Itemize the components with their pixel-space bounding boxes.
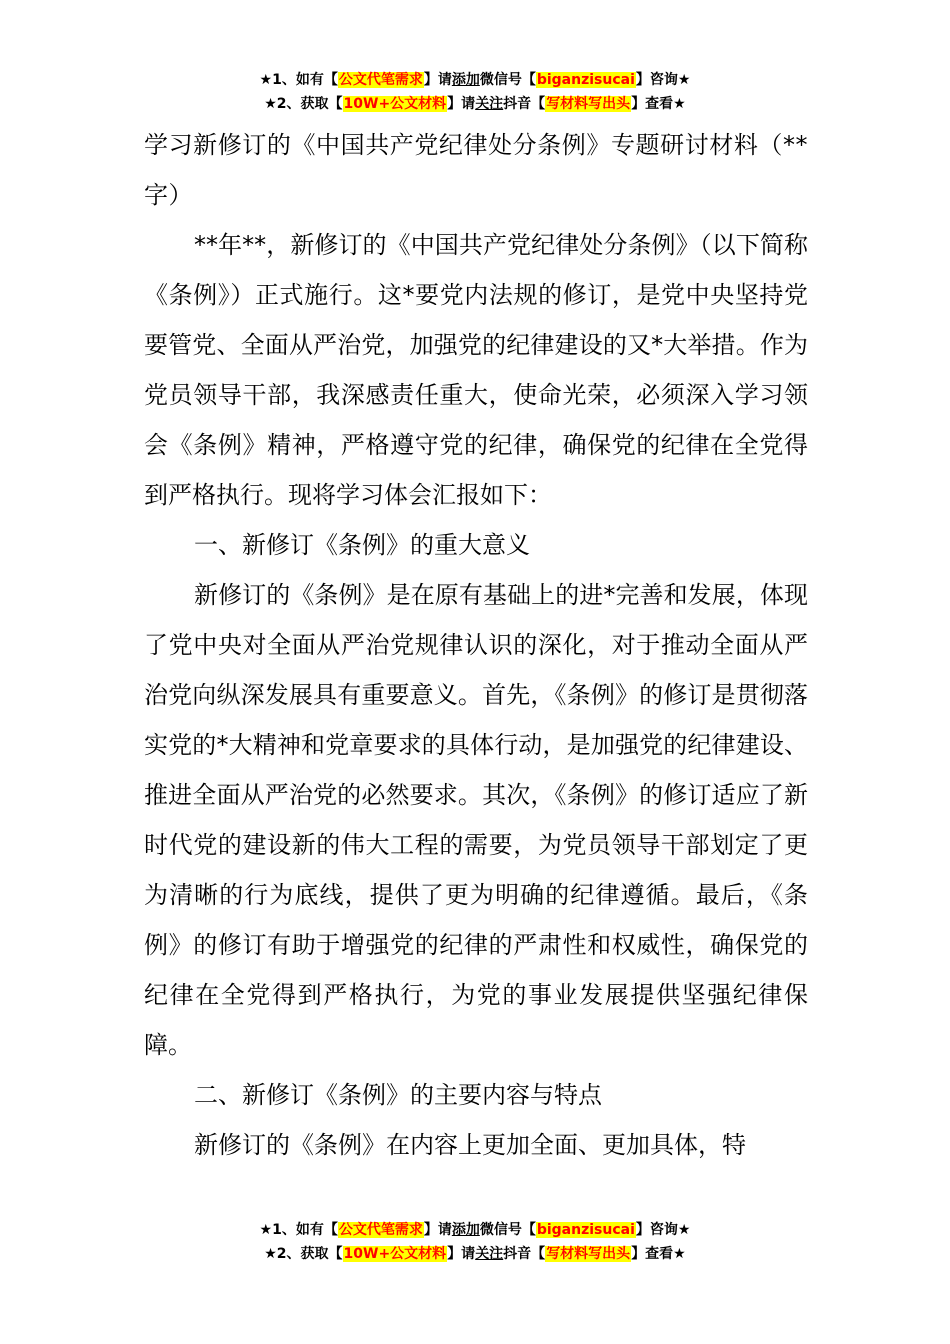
bottom-banner bbox=[0, 1218, 950, 1266]
banner-text: 】请 bbox=[423, 72, 452, 88]
banner-highlight: 公文代笔需求 bbox=[338, 1222, 423, 1238]
banner-text: 抖音【 bbox=[503, 1246, 546, 1262]
banner-highlight: biganzisucai bbox=[536, 72, 635, 88]
banner-text: 】请 bbox=[447, 1246, 476, 1262]
banner-highlight: 写材料写出头 bbox=[546, 96, 631, 112]
banner-highlight: 10W+公文材料 bbox=[343, 1246, 447, 1262]
banner-text: 】请 bbox=[447, 96, 476, 112]
section-1-heading: 一、新修订《条例》的重大意义 bbox=[194, 531, 530, 559]
banner-text: 微信号【 bbox=[479, 1222, 536, 1238]
section-2-heading: 二、新修订《条例》的主要内容与特点 bbox=[194, 1081, 602, 1109]
banner-text: 】咨询★ bbox=[635, 72, 691, 88]
banner-underlined: 关注 bbox=[475, 1246, 504, 1262]
banner-underlined: 添加 bbox=[451, 72, 480, 88]
banner-text: 微信号【 bbox=[479, 72, 536, 88]
banner-text: ★2、获取【 bbox=[264, 1246, 343, 1262]
banner-text: ★1、如有【 bbox=[259, 1222, 338, 1238]
banner-line-1 bbox=[0, 68, 950, 92]
banner-text: 】查看★ bbox=[631, 1246, 686, 1262]
banner-text: 】咨询★ bbox=[635, 1222, 691, 1238]
document-title: 学习新修订的《中国共产党纪律处分条例》专题研讨材料（**字） bbox=[144, 131, 808, 209]
banner-line-2 bbox=[0, 1242, 950, 1266]
intro-paragraph: **年**，新修订的《中国共产党纪律处分条例》（以下简称《条例》）正式施行。这*要党内法规的修订，是党中央坚持党要管党、全面从严治党，加强党的纪律建设的又*大举措。作为党员领导干部，我深感责任重大，使命光荣，必须深入学习领会《条例》精神，严格遵守党的纪律，确保党的纪律在全党得到严格执行。现将学习体会汇报如下： bbox=[144, 231, 808, 509]
banner-text: 】请 bbox=[423, 1222, 452, 1238]
section-1-paragraph: 新修订的《条例》是在原有基础上的进*完善和发展，体现了党中央对全面从严治党规律认识的深化，对于推动全面从严治党向纵深发展具有重要意义。首先，《条例》的修订是贯彻落实党的*大精神和党章要求的具体行动，是加强党的纪律建设、推进全面从严治党的必然要求。其次，《条例》的修订适应了新时代党的建设新的伟大工程的需要，为党员领导干部划定了更为清晰的行为底线，提供了更为明确的纪律遵循。最后，《条例》的修订有助于增强党的纪律的严肃性和权威性，确保党的纪律在全党得到严格执行，为党的事业发展提供坚强纪律保障。 bbox=[144, 581, 808, 1059]
banner-underlined: 关注 bbox=[475, 96, 504, 112]
banner-line-1 bbox=[0, 1218, 950, 1242]
document-body bbox=[144, 120, 808, 1170]
banner-text: ★1、如有【 bbox=[259, 72, 338, 88]
banner-line-2 bbox=[0, 92, 950, 116]
banner-text: 】查看★ bbox=[631, 96, 686, 112]
banner-highlight: 写材料写出头 bbox=[546, 1246, 631, 1262]
section-2-paragraph: 新修订的《条例》在内容上更加全面、更加具体，特 bbox=[194, 1131, 746, 1159]
banner-highlight: biganzisucai bbox=[536, 1222, 635, 1238]
banner-underlined: 添加 bbox=[451, 1222, 480, 1238]
banner-text: 抖音【 bbox=[503, 96, 546, 112]
banner-highlight: 10W+公文材料 bbox=[343, 96, 447, 112]
banner-highlight: 公文代笔需求 bbox=[338, 72, 423, 88]
top-banner bbox=[0, 68, 950, 116]
banner-text: ★2、获取【 bbox=[264, 96, 343, 112]
